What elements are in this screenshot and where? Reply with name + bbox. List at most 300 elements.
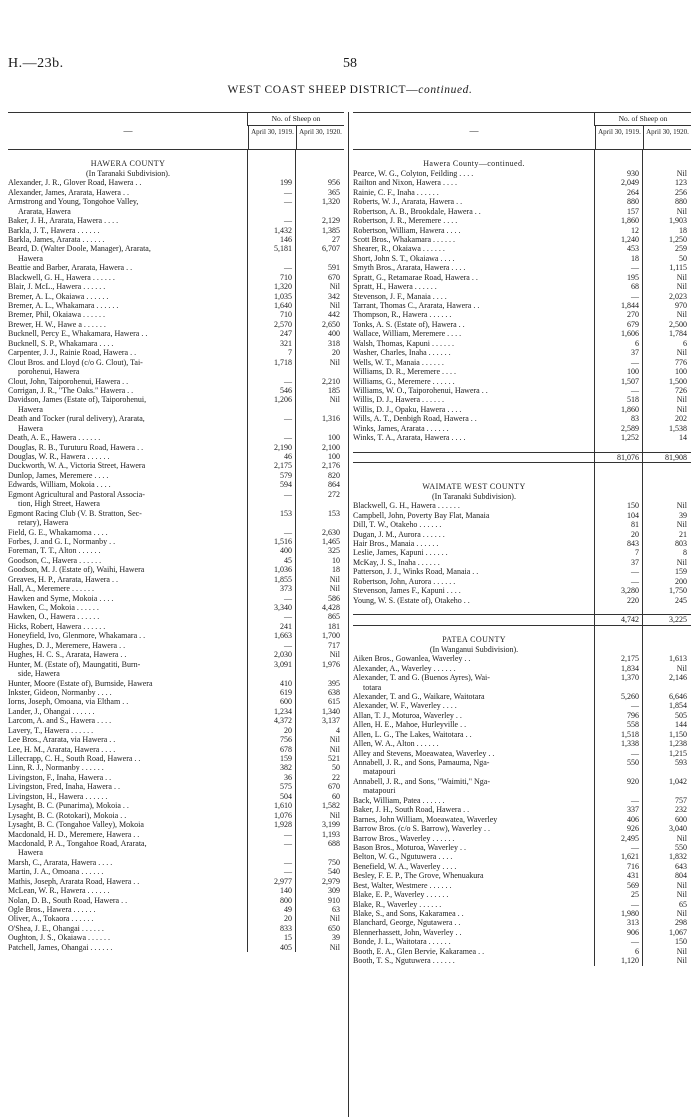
table-header xyxy=(8,112,344,150)
table-row xyxy=(353,567,691,576)
owner-name: Williams, G., Meremere . . . . . . xyxy=(353,376,455,386)
owner-name: Hawera County—continued. xyxy=(423,159,525,169)
owner-name: Pearce, W. G., Colyton, Feilding . . . . xyxy=(353,168,474,178)
sheep-1919: 5,181 xyxy=(274,244,292,254)
owner-name: Wells, W. T., Manaia . . . . . . xyxy=(353,357,444,367)
owner-name: Roberts, W. J., Ararata, Hawera . . xyxy=(353,197,463,207)
sheep-1920: 1,976 xyxy=(322,659,340,669)
sheep-1920: Nil xyxy=(329,914,340,924)
sheep-1920: 2,500 xyxy=(669,319,687,329)
sheep-1919: 400 xyxy=(280,546,292,556)
sheep-1920: 880 xyxy=(675,197,687,207)
table-row xyxy=(353,178,691,187)
owner-name: Patterson, J. J., Winks Road, Manaia . . xyxy=(353,567,479,577)
sheep-1920: Nil xyxy=(676,206,687,216)
sheep-1919: 68 xyxy=(631,282,639,292)
sheep-1919: 195 xyxy=(627,272,639,282)
table-row xyxy=(8,622,344,631)
table-row xyxy=(353,758,691,767)
table-row xyxy=(8,584,344,593)
sheep-1919: 558 xyxy=(627,720,639,730)
sheep-1919: 6 xyxy=(635,338,639,348)
sheep-1919: 104 xyxy=(627,510,639,520)
owner-name: Campbell, John, Poverty Bay Flat, Manaia xyxy=(353,510,490,520)
table-row xyxy=(353,169,691,178)
sheep-1919: 406 xyxy=(627,814,639,824)
table-row xyxy=(8,754,344,763)
table-row xyxy=(8,773,344,782)
table-row xyxy=(8,348,344,357)
table-row xyxy=(8,301,344,310)
sheep-1920: 2,210 xyxy=(322,376,340,386)
sheep-1919: 1,516 xyxy=(274,536,292,546)
sheep-1920: 185 xyxy=(328,385,340,395)
sheep-1919: 150 xyxy=(627,501,639,511)
sheep-1919: 1,035 xyxy=(274,291,292,301)
sheep-1919: 2,049 xyxy=(621,178,639,188)
owner-name: Hall, A., Meremere . . . . . . xyxy=(8,584,94,594)
sheep-1919: 382 xyxy=(280,763,292,773)
owner-name: retary), Hawera xyxy=(18,518,69,528)
sheep-1920: 1,832 xyxy=(669,852,687,862)
table-row xyxy=(353,348,691,357)
sheep-1919: 1,240 xyxy=(621,234,639,244)
sheep-1919: 81 xyxy=(631,520,639,530)
table-row xyxy=(353,292,691,301)
table-row xyxy=(353,843,691,852)
table-row xyxy=(8,273,344,282)
owner-name: Hunter, M. (Estate of), Maungatiti, Burn- xyxy=(8,659,141,669)
owner-name: Lysaght, B. C. (Tongahoe Valley), Mokoia xyxy=(8,820,144,830)
sheep-1919: 594 xyxy=(280,480,292,490)
table-row xyxy=(8,735,344,744)
right-table xyxy=(353,112,691,966)
sheep-1920: 272 xyxy=(328,489,340,499)
owner-name: Martin, J. A., Omoana . . . . . . xyxy=(8,867,104,877)
total-row xyxy=(353,452,691,463)
owner-name: Blair, J. McL., Hawera . . . . . . xyxy=(8,282,106,292)
sheep-1919: 920 xyxy=(627,776,639,786)
sheep-1919: 1,606 xyxy=(621,329,639,339)
sheep-1919: — xyxy=(284,612,292,622)
table-row xyxy=(8,726,344,735)
sheep-1920: 159 xyxy=(675,567,687,577)
table-row xyxy=(353,320,691,329)
sheep-1920: Nil xyxy=(329,301,340,310)
owner-name: Alexander, J. R., Glover Road, Hawera . . xyxy=(8,178,142,188)
sheep-1919: 679 xyxy=(627,319,639,329)
sheep-1919: 6 xyxy=(635,946,639,956)
table-row xyxy=(8,310,344,319)
owner-name: matapouri xyxy=(363,767,396,777)
owner-name: Lander, J., Ohangai . . . . . . xyxy=(8,706,95,716)
sheep-1920: 100 xyxy=(328,452,340,461)
table-row xyxy=(353,749,691,758)
owner-name: Inkster, Gideon, Normanby . . . . xyxy=(8,687,112,697)
sheep-1920: 200 xyxy=(675,576,687,586)
sheep-1920: Nil xyxy=(676,501,687,511)
table-row xyxy=(353,433,691,442)
sheep-1919: — xyxy=(284,376,292,386)
owner-name: Blanchard, George, Ngutawera . . xyxy=(353,918,461,928)
sheep-1919: 25 xyxy=(631,890,639,900)
table-row xyxy=(8,358,344,367)
table-row xyxy=(353,711,691,720)
owner-name: O'Shea, J. E., Ohangai . . . . . . xyxy=(8,923,104,933)
table-row-continuation xyxy=(8,367,344,376)
table-row xyxy=(353,596,691,605)
owner-name: Alexander, James, Ararata, Hawera . . xyxy=(8,187,129,197)
owner-name: Honeyfield, Ivo, Glenmore, Whakamara . . xyxy=(8,631,146,641)
sheep-1919: 2,190 xyxy=(274,442,292,452)
table-row xyxy=(353,301,691,310)
sheep-1920: Nil xyxy=(676,880,687,890)
sheep-1920: 2,100 xyxy=(322,442,340,452)
sheep-1919: 1,432 xyxy=(274,225,292,235)
table-row xyxy=(353,424,691,433)
owner-name: Ararata, Hawera xyxy=(18,206,71,216)
table-row xyxy=(8,178,344,187)
sheep-1919: 1,076 xyxy=(274,810,292,820)
sheep-1919: — xyxy=(284,263,292,273)
section-subheading xyxy=(8,169,344,178)
sheep-1919: 1,036 xyxy=(274,565,292,575)
table-row xyxy=(353,654,691,663)
sheep-1919: 1,640 xyxy=(274,301,292,310)
sheep-1920: 750 xyxy=(328,857,340,867)
owner-name: Nolan, D. B., South Road, Hawera . . xyxy=(8,895,128,905)
owner-name: Hunter, Moore (Estate of), Burnside, Hawera xyxy=(8,678,153,688)
table-row xyxy=(8,933,344,942)
table-row xyxy=(8,716,344,725)
table-row xyxy=(353,730,691,739)
header-dash: — xyxy=(469,126,479,136)
sheep-1920: 804 xyxy=(675,871,687,881)
owner-name: Robertson, J. R., Meremere . . . . xyxy=(353,216,458,226)
owner-name: Bucknell, Percy E., Whakamara, Hawera . . xyxy=(8,329,148,339)
sheep-1919: 4,372 xyxy=(274,716,292,726)
sheep-1920: 600 xyxy=(675,814,687,824)
owner-name: Back, William, Patea . . . . . . xyxy=(353,795,445,805)
sheep-1919: 1,855 xyxy=(274,574,292,584)
sheep-1920: 298 xyxy=(675,918,687,928)
owner-name: Barkla, James, Ararata . . . . . . xyxy=(8,234,105,244)
owner-name: Alexander, W. F., Waverley . . . . xyxy=(353,701,457,711)
sheep-1920: 1,042 xyxy=(669,776,687,786)
owner-name: Iorns, Joseph, Omoana, via Eltham . . xyxy=(8,697,129,707)
owner-name: Brewer, H. W., Hawe a . . . . . . xyxy=(8,319,106,329)
table-row xyxy=(353,871,691,880)
sheep-1920: Nil xyxy=(676,909,687,918)
sheep-1920: 309 xyxy=(328,886,340,896)
sheep-1919: 600 xyxy=(280,697,292,707)
sheep-1919: 20 xyxy=(284,725,292,735)
sheep-1920: Nil xyxy=(676,663,687,673)
table-row xyxy=(8,546,344,555)
owner-name: tion, High Street, Hawera xyxy=(18,499,100,509)
sheep-1920: 18 xyxy=(332,565,340,575)
owner-name: Spratt, H., Hawera . . . . . . xyxy=(353,282,437,292)
sheep-1919: 1,252 xyxy=(621,433,639,443)
sheep-1919: 504 xyxy=(280,791,292,801)
table-row-continuation xyxy=(8,254,344,263)
table-row xyxy=(8,688,344,697)
sheep-1919: 373 xyxy=(280,584,292,594)
sheep-1920: 21 xyxy=(679,529,687,539)
owner-name: Bason Bros., Moturoa, Waverley . . xyxy=(353,842,466,852)
table-row xyxy=(8,679,344,688)
sheep-1920: 643 xyxy=(675,861,687,871)
sheep-1919: 83 xyxy=(631,414,639,424)
sheep-1919: — xyxy=(631,385,639,395)
table-row xyxy=(8,801,344,810)
sheep-1920: 4,428 xyxy=(322,603,340,612)
header-dash: — xyxy=(123,126,133,136)
owner-name: Lysaght, B. C. (Punarima), Mokoia . . xyxy=(8,801,129,811)
owner-name: Williams, D. R., Meremere . . . . xyxy=(353,367,456,377)
sheep-1920: 956 xyxy=(328,178,340,188)
sheep-1919: 7 xyxy=(288,348,292,358)
owner-name: Davidson, James (Estate of), Taiporohenui, xyxy=(8,395,147,405)
owner-name: Field, G. E., Whakamoma . . . . xyxy=(8,527,108,537)
owner-name: Blennerhassett, John, Waverley . . xyxy=(353,927,462,937)
table-row xyxy=(353,881,691,890)
owner-name: Shearer, R., Okaiawa . . . . . . xyxy=(353,244,445,254)
table-row xyxy=(353,815,691,824)
sheep-1919: 1,663 xyxy=(274,631,292,641)
document-reference: H.—23b. xyxy=(8,56,64,71)
owner-name: Alexander, T. and G. (Buenos Ayres), Wai- xyxy=(353,673,490,683)
sheep-1920: 14 xyxy=(679,433,687,443)
sheep-1920: 1,784 xyxy=(669,329,687,339)
table-row xyxy=(353,701,691,710)
table-row xyxy=(8,537,344,546)
owner-name: Hawera xyxy=(18,423,43,433)
owner-name: Annabell, J. R., and Sons, Pamauma, Nga- xyxy=(353,758,490,767)
table-row xyxy=(353,947,691,956)
sheep-1919: 1,718 xyxy=(274,357,292,367)
table-row xyxy=(8,641,344,650)
owner-name: Mathis, Joseph, Ararata Road, Hawera . . xyxy=(8,876,140,886)
sheep-1919: 140 xyxy=(280,886,292,896)
table-row xyxy=(353,548,691,557)
table-row xyxy=(8,556,344,565)
section-heading xyxy=(8,159,344,168)
table-row xyxy=(8,877,344,886)
sheep-1919: 756 xyxy=(280,735,292,745)
owner-name: Corrigan, J. R., "The Oaks." Hawera . . xyxy=(8,385,134,395)
sheep-1919: 1,120 xyxy=(621,956,639,966)
owner-name: Robertson, John, Aurora . . . . . . xyxy=(353,576,456,586)
owner-name: Egmont Racing Club (V. B. Stratton, Sec- xyxy=(8,508,142,518)
table-row xyxy=(8,528,344,537)
table-row xyxy=(353,511,691,520)
owner-name: Alley and Stevens, Moeawatea, Waverley . . xyxy=(353,748,495,758)
sheep-1920: 2,630 xyxy=(322,527,340,537)
table-row xyxy=(8,461,344,470)
table-row xyxy=(353,909,691,918)
table-row xyxy=(353,273,691,282)
sheep-1920: 20 xyxy=(332,348,340,358)
sheep-1920: Nil xyxy=(676,395,687,405)
table-row xyxy=(353,216,691,225)
owner-name: Goodson, M. J. (Estate of), Waihi, Hawera xyxy=(8,565,145,575)
sheep-1919: 20 xyxy=(631,529,639,539)
sheep-1920: 1,150 xyxy=(669,729,687,739)
sheep-1919: 1,320 xyxy=(274,282,292,292)
sheep-1919: 405 xyxy=(280,942,292,952)
table-row xyxy=(353,577,691,586)
owner-name: WAIMATE WEST COUNTY xyxy=(422,482,526,492)
table-row xyxy=(8,235,344,244)
table-row xyxy=(353,586,691,595)
owner-name: Wills, A. T., Denbigh Road, Hawera . . xyxy=(353,414,477,424)
sheep-1920: 259 xyxy=(675,244,687,254)
owner-name: Dunlop, James, Meremere . . . . xyxy=(8,470,109,480)
table-row xyxy=(8,443,344,452)
owner-name: Scott Bros., Whakamara . . . . . . xyxy=(353,234,456,244)
owner-name: Blake, S., and Sons, Kakaramea . . xyxy=(353,909,464,918)
owner-name: Stevenson, J. F., Manaia . . . . xyxy=(353,291,447,301)
sheep-1919: 1,860 xyxy=(621,404,639,414)
owner-name: Rainie, C. F., Inaha . . . . . . xyxy=(353,187,439,197)
table-row xyxy=(353,254,691,263)
sheep-1920: 3,137 xyxy=(322,716,340,726)
sheep-1919: — xyxy=(284,489,292,499)
spacer-row xyxy=(353,605,691,614)
sheep-1920: Nil xyxy=(676,956,687,966)
owner-name: Douglas, W. R., Hawera . . . . . . xyxy=(8,452,110,461)
sheep-1919: 159 xyxy=(280,754,292,763)
table-row xyxy=(8,226,344,235)
sheep-1919: 37 xyxy=(631,348,639,358)
sheep-1920: 202 xyxy=(675,414,687,424)
table-row xyxy=(353,197,691,206)
sheep-1920: 1,385 xyxy=(322,225,340,235)
owner-name: Ogle Bros., Hawera . . . . . . xyxy=(8,905,96,914)
owner-name: Hicks, Robert, Hawera . . . . . . xyxy=(8,621,106,631)
sheep-1920: 18 xyxy=(679,225,687,235)
sheep-1919: — xyxy=(284,867,292,877)
owner-name: Patchell, James, Ohangai . . . . . . xyxy=(8,942,113,952)
table-row xyxy=(8,943,344,952)
owner-name: matapouri xyxy=(363,786,396,796)
table-row-continuation xyxy=(8,669,344,678)
owner-name: Hawera xyxy=(18,253,43,263)
owner-name: Bremer, A. L., Okaiawa . . . . . . xyxy=(8,291,109,301)
table-row xyxy=(8,867,344,876)
sheep-1920: 1,750 xyxy=(669,586,687,596)
owner-name: Egmont Agricultural and Pastoral Associa- xyxy=(8,489,145,499)
owner-name: Lavery, T., Hawera . . . . . . xyxy=(8,725,94,735)
sheep-1920: 1,250 xyxy=(669,234,687,244)
sheep-1920: Nil xyxy=(676,833,687,843)
owner-name: Benefield, W. A., Waverley . . . . xyxy=(353,861,457,871)
table-row xyxy=(353,805,691,814)
sheep-1919: 1,980 xyxy=(621,909,639,918)
sheep-1920: 1,193 xyxy=(322,829,340,839)
sheep-1920: Nil xyxy=(329,357,340,367)
sheep-1919: 3,280 xyxy=(621,586,639,596)
owner-name: Lysaght, B. C. (Rotokari), Mokoia . . xyxy=(8,810,127,820)
owner-name: Larcom, A. and S., Hawera . . . . xyxy=(8,716,112,726)
owner-name: McKay, J. S., Inaha . . . . . . xyxy=(353,557,440,567)
sheep-1919: — xyxy=(284,593,292,603)
owner-name: Bonde, J. L., Waitotara . . . . . . xyxy=(353,937,451,947)
section-heading xyxy=(353,159,691,168)
owner-name: Clout Bros. and Lloyd (c/o G. Clout), Tai- xyxy=(8,357,143,367)
header-col-1919: April 30, 1919. xyxy=(595,125,643,149)
sheep-1920: Nil xyxy=(329,282,340,292)
owner-name: Livingston, H., Hawera . . . . . . xyxy=(8,791,108,801)
table-row xyxy=(8,480,344,489)
sheep-1920: 65 xyxy=(679,899,687,909)
sheep-1919: — xyxy=(631,795,639,805)
owner-name: Williams, W. O., Taiporohenui, Hawera . . xyxy=(353,385,488,395)
sheep-1920: 100 xyxy=(328,433,340,443)
owner-name: (In Wanganui Subdivision). xyxy=(429,644,519,654)
sheep-1919: 46 xyxy=(284,452,292,461)
table-row xyxy=(8,452,344,461)
sheep-1919: 710 xyxy=(280,272,292,282)
owner-name: Belton, W. G., Ngutuwera . . . . xyxy=(353,852,453,862)
table-row-continuation xyxy=(8,405,344,414)
owner-name: Livingston, Fred, Inaha, Hawera . . xyxy=(8,782,120,792)
owner-name: Linn, R. J., Normanby . . . . . . xyxy=(8,763,104,773)
table-row xyxy=(353,852,691,861)
sheep-1920: 232 xyxy=(675,805,687,815)
spacer-row xyxy=(353,150,691,159)
table-row xyxy=(8,282,344,291)
sheep-1919: 199 xyxy=(280,178,292,188)
sheep-1920: Nil xyxy=(676,348,687,358)
table-row xyxy=(8,660,344,669)
sheep-1920: 550 xyxy=(675,842,687,852)
owner-name: Lee, H. M., Ararata, Hawera . . . . xyxy=(8,744,116,754)
sheep-1920: Nil xyxy=(329,744,340,754)
table-row xyxy=(353,329,691,338)
table-row xyxy=(353,796,691,805)
owner-name: Livingston, F., Inaha, Hawera . . xyxy=(8,772,112,782)
owner-name: Dugan, J. M., Aurora . . . . . . xyxy=(353,529,445,539)
sheep-1920: Nil xyxy=(329,735,340,745)
table-row xyxy=(353,235,691,244)
sheep-1919: — xyxy=(631,748,639,758)
table-row xyxy=(353,824,691,833)
owner-name: Allen, H. E., Mahoe, Hurleyville . . xyxy=(353,720,467,730)
sheep-1920: 688 xyxy=(328,838,340,848)
table-row xyxy=(8,896,344,905)
owner-name: porohenui, Hawera xyxy=(18,367,80,377)
owner-name: Hawera xyxy=(18,848,43,858)
table-row xyxy=(8,414,344,423)
sheep-1919: — xyxy=(284,838,292,848)
sheep-1919: 2,977 xyxy=(274,876,292,886)
owner-name: Bucknell, S. P., Whakamara . . . . xyxy=(8,338,114,348)
sheep-1920: 638 xyxy=(328,687,340,697)
section-heading xyxy=(353,482,691,491)
sheep-1919: 2,175 xyxy=(274,461,292,471)
sheep-1919: 45 xyxy=(284,555,292,565)
owner-name: Bremer, Phil, Okaiawa . . . . . . xyxy=(8,310,105,320)
table-row xyxy=(353,956,691,965)
sheep-1920: 144 xyxy=(675,720,687,730)
sheep-1919: 1,507 xyxy=(621,376,639,386)
sheep-1920: 1,238 xyxy=(669,739,687,749)
sheep-1920: 670 xyxy=(328,782,340,792)
sheep-1920: 670 xyxy=(328,272,340,282)
owner-name: Hughes, H. C. S., Ararata, Hawera . . xyxy=(8,650,127,660)
